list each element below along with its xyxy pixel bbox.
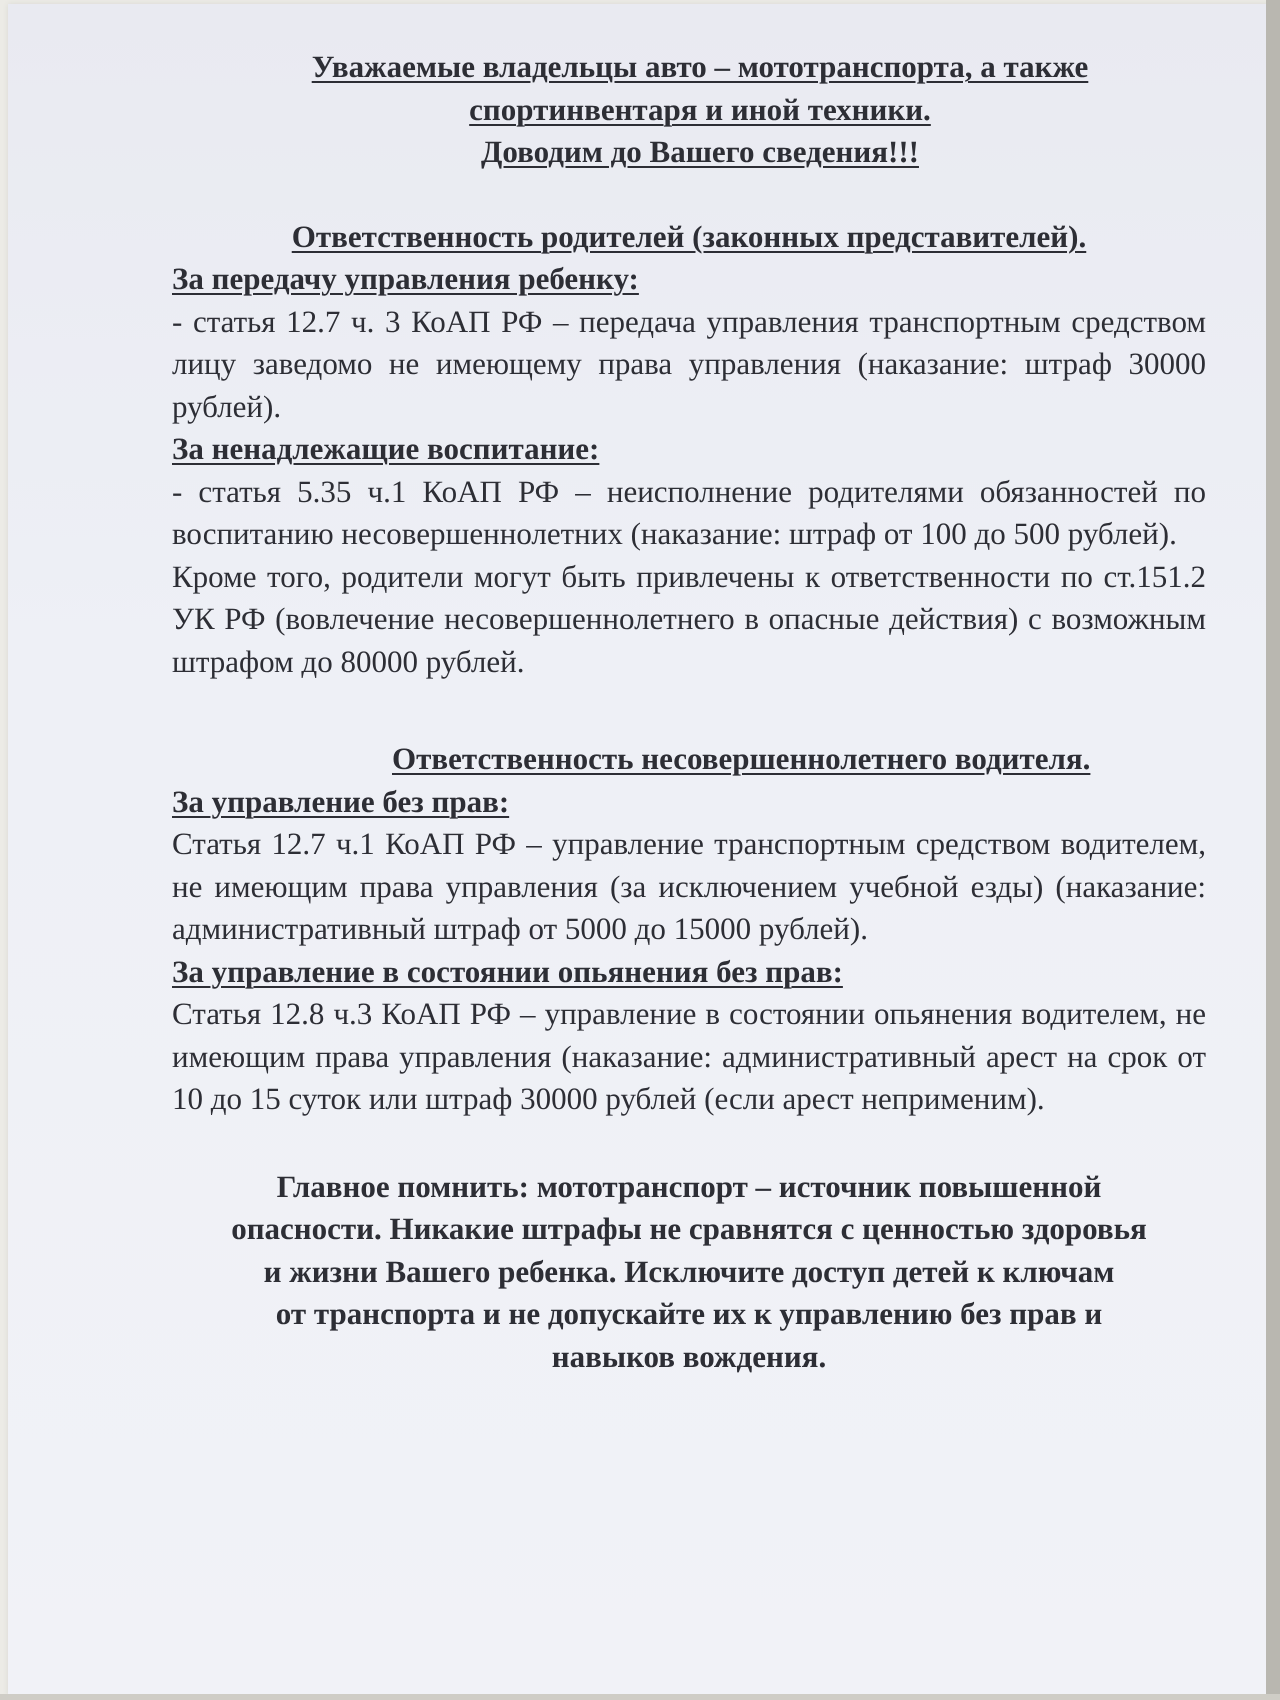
title-line-2: спортинвентаря и иной техники. bbox=[469, 91, 931, 127]
background-edge bbox=[1266, 0, 1280, 1700]
transfer-control-subheading: За передачу управления ребенку: bbox=[172, 261, 639, 296]
closing-line-4: от транспорта и не допускайте их к управлению без прав и bbox=[275, 1296, 1103, 1331]
title-line-1: Уважаемые владельцы авто – мототранспорта, а также bbox=[311, 49, 1089, 84]
spacer bbox=[172, 174, 1206, 216]
spacer bbox=[172, 1121, 1206, 1166]
title-line-3: Доводим до Вашего сведения!!! bbox=[481, 134, 919, 169]
minor-driver-responsibility-heading: Ответственность несовершеннолетнего водителя. bbox=[392, 741, 1091, 776]
parents-responsibility-heading: Ответственность родителей (законных представителей). bbox=[291, 218, 1087, 254]
drunk-driving-text: Статья 12.8 ч.3 КоАП РФ – управление в состоянии опьянения водителем, не имеющим права управления (наказание: административный арест на срок от 10 до 15 суток или штраф 30000 рублей (если арест неприменим). bbox=[172, 996, 1206, 1116]
driving-without-license-text: Статья 12.7 ч.1 КоАП РФ – управление транспортным средством водителем, не имеющим права управления (за исключением учебной езды) (наказание: административный штраф от 5000 до 15000 рублей). bbox=[172, 826, 1206, 946]
background-bottom-edge bbox=[0, 1694, 1280, 1700]
improper-upbringing-subheading: За ненадлежащие воспитание: bbox=[172, 431, 600, 466]
closing-line-2: опасности. Никакие штрафы не сравнятся с ценностью здоровья bbox=[231, 1211, 1147, 1246]
notice-document bbox=[172, 46, 1206, 1378]
criminal-liability-text: Кроме того, родители могут быть привлечены к ответственности по ст.151.2 УК РФ (вовлечение несовершеннолетнего в опасные действия) с возможным штрафом до 80000 рублей. bbox=[172, 558, 1206, 679]
driving-without-license-subheading: За управление без прав: bbox=[172, 783, 510, 819]
spacer bbox=[172, 683, 1206, 738]
transfer-control-text: - статья 12.7 ч. 3 КоАП РФ – передача управления транспортным средством лицу заведомо не имеющему права управления (наказание: штраф 30000 рублей). bbox=[172, 303, 1206, 424]
closing-reminder bbox=[162, 1166, 1216, 1379]
drunk-driving-subheading: За управление в состоянии опьянения без прав: bbox=[172, 953, 843, 989]
improper-upbringing-text: - статья 5.35 ч.1 КоАП РФ – неисполнение родителями обязанностей по воспитанию несовершеннолетних (наказание: штраф от 100 до 500 рублей). bbox=[172, 473, 1206, 551]
closing-line-5: навыков вождения. bbox=[551, 1338, 827, 1374]
closing-line-1: Главное помнить: мототранспорт – источник повышенной bbox=[276, 1168, 1102, 1204]
closing-line-3: и жизни Вашего ребенка. Исключите доступ детей к ключам bbox=[263, 1253, 1115, 1289]
notice-title bbox=[172, 46, 1206, 174]
